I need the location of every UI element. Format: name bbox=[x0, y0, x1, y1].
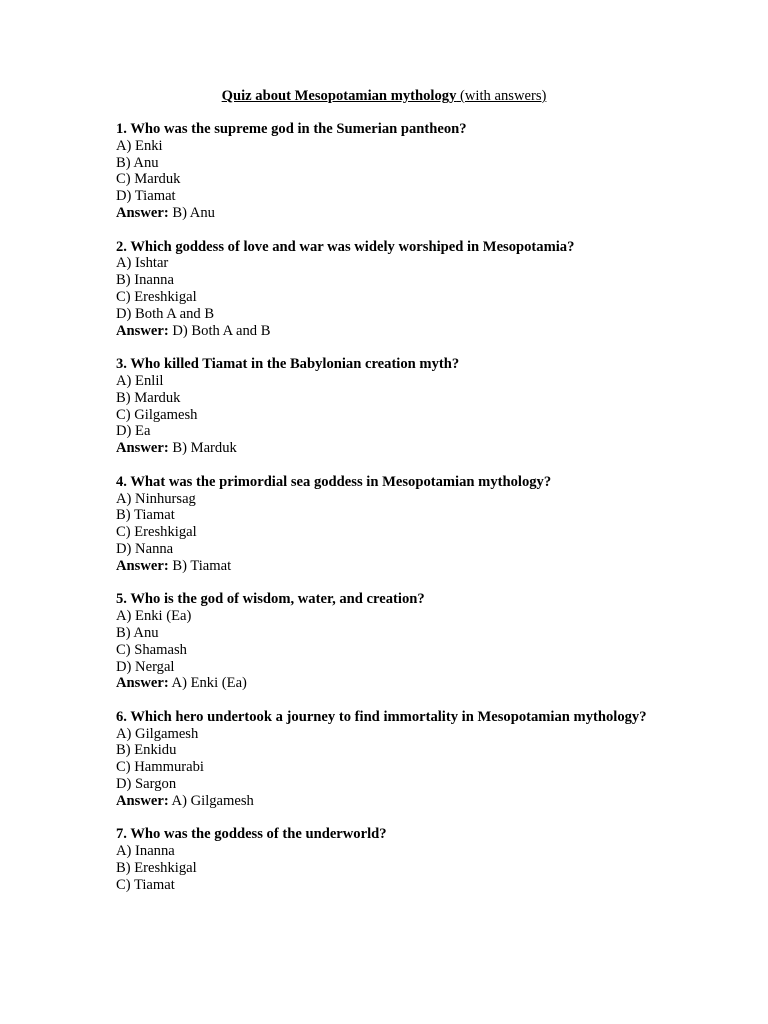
answer-option: D) Tiamat bbox=[116, 188, 176, 205]
question-text: 1. Who was the supreme god in the Sumerian pantheon? bbox=[116, 121, 467, 137]
answer-option: A) Enki (Ea) bbox=[116, 608, 192, 625]
answer-option: C) Ereshkigal bbox=[116, 524, 197, 541]
answer-value: D) Both A and B bbox=[172, 322, 271, 339]
answer-option: B) Inanna bbox=[116, 272, 174, 289]
answer-line bbox=[116, 440, 656, 457]
answer-option: A) Ishtar bbox=[116, 255, 169, 272]
answer-option: C) Gilgamesh bbox=[116, 406, 198, 423]
answer-line bbox=[116, 675, 656, 692]
answer-value: B) Anu bbox=[172, 204, 215, 221]
answer-option: C) Marduk bbox=[116, 171, 181, 188]
answer-option: C) Shamash bbox=[116, 641, 187, 658]
question-block bbox=[116, 121, 656, 222]
answer-line bbox=[116, 793, 656, 810]
answer-option: B) Anu bbox=[116, 154, 159, 171]
answer-label: Answer: bbox=[116, 204, 169, 221]
question-text: 2. Which goddess of love and war was widely worshiped in Mesopotamia? bbox=[116, 238, 575, 255]
answer-value: A) Enki (Ea) bbox=[171, 675, 247, 692]
question-text: 5. Who is the god of wisdom, water, and creation? bbox=[116, 591, 425, 608]
question-block bbox=[116, 239, 656, 340]
answer-option: D) Both A and B bbox=[116, 305, 215, 322]
answer-label: Answer: bbox=[116, 675, 169, 692]
answer-label: Answer: bbox=[116, 322, 169, 339]
document-title bbox=[0, 88, 768, 105]
answer-line bbox=[116, 205, 656, 222]
question-block bbox=[116, 709, 656, 810]
answer-option: A) Enki bbox=[116, 137, 163, 154]
title-subtitle: (with answers) bbox=[460, 88, 547, 104]
question-block bbox=[116, 474, 656, 575]
answer-option: A) Enlil bbox=[116, 372, 164, 389]
question-text: 7. Who was the goddess of the underworld? bbox=[116, 826, 387, 843]
answer-value: B) Marduk bbox=[172, 440, 237, 457]
title-main: Quiz about Mesopotamian mythology bbox=[221, 88, 457, 104]
answer-option: B) Ereshkigal bbox=[116, 860, 197, 877]
answer-option: C) Hammurabi bbox=[116, 759, 204, 776]
answer-option: C) Tiamat bbox=[116, 876, 175, 893]
question-block bbox=[116, 591, 656, 692]
answer-option: B) Anu bbox=[116, 624, 159, 641]
answer-option: A) Ninhursag bbox=[116, 490, 196, 507]
answer-line bbox=[116, 323, 656, 340]
answer-option: C) Ereshkigal bbox=[116, 288, 197, 305]
answer-option: B) Marduk bbox=[116, 389, 181, 406]
question-block bbox=[116, 356, 656, 457]
answer-option: D) Sargon bbox=[116, 776, 177, 793]
answer-value: B) Tiamat bbox=[172, 557, 232, 574]
answer-option: A) Inanna bbox=[116, 843, 175, 860]
question-text: 6. Which hero undertook a journey to find immortality in Mesopotamian mythology? bbox=[116, 708, 647, 725]
answer-label: Answer: bbox=[116, 792, 169, 809]
answer-option: D) Nanna bbox=[116, 540, 174, 557]
question-list bbox=[116, 121, 656, 910]
question-text: 3. Who killed Tiamat in the Babylonian creation myth? bbox=[116, 356, 460, 373]
answer-option: D) Nergal bbox=[116, 658, 175, 675]
answer-option: B) Enkidu bbox=[116, 742, 177, 759]
answer-label: Answer: bbox=[116, 557, 169, 574]
answer-value: A) Gilgamesh bbox=[171, 792, 254, 809]
question-text: 4. What was the primordial sea goddess in Mesopotamian mythology? bbox=[116, 473, 552, 490]
question-block bbox=[116, 826, 656, 893]
answer-option: A) Gilgamesh bbox=[116, 725, 199, 742]
answer-option: B) Tiamat bbox=[116, 507, 175, 524]
answer-label: Answer: bbox=[116, 440, 169, 457]
answer-line bbox=[116, 558, 656, 575]
answer-option: D) Ea bbox=[116, 423, 151, 440]
